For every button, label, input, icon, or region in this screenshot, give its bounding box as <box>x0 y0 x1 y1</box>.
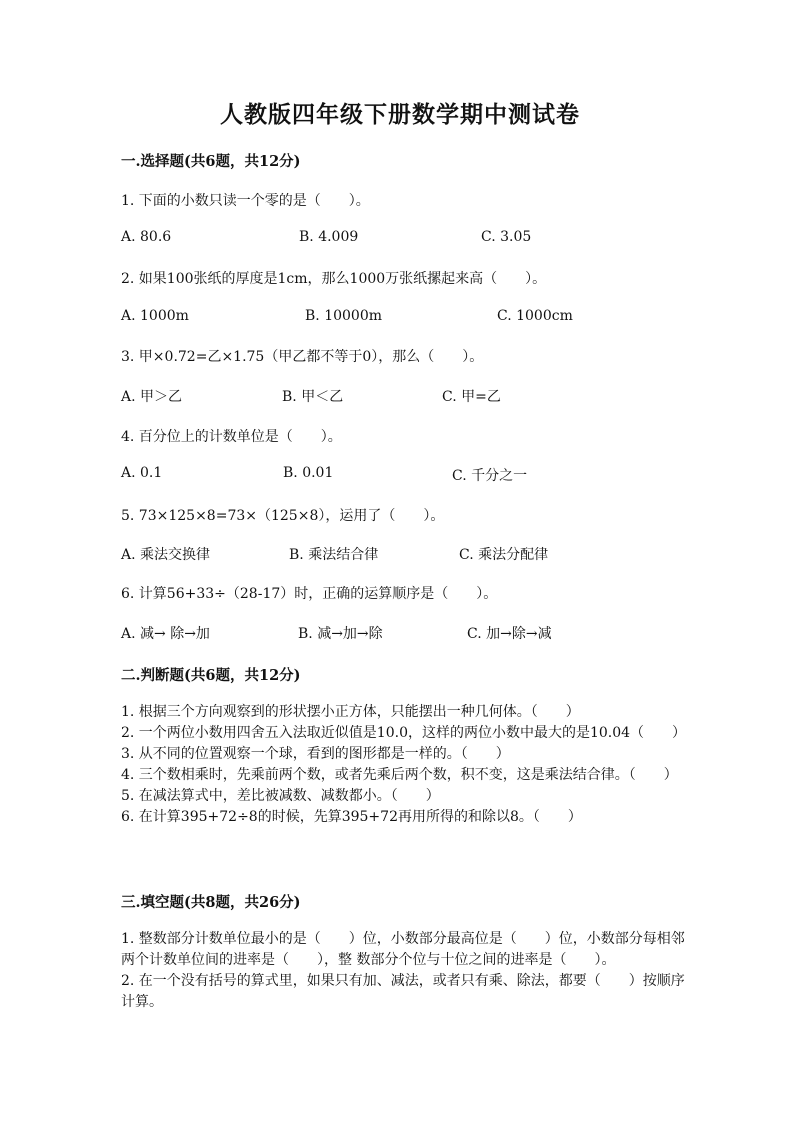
section-heading-fill: 三.填空题(共8题，共26分) <box>121 894 301 911</box>
question-stem: 5. 73×125×8=73×（125×8），运用了（ ）。 <box>121 508 445 524</box>
question-stem: 2. 如果100张纸的厚度是1cm，那么1000万张纸摞起来高（ ）。 <box>121 271 547 287</box>
judge-item: 2. 一个两位小数用四舍五入法取近似值是10.0，这样的两位小数中最大的是10.04（ ） <box>121 725 687 741</box>
question-option: C. 甲=乙 <box>442 389 501 405</box>
question-option: B. 乘法结合律 <box>289 547 379 563</box>
section-heading-judge: 二.判断题(共6题，共12分) <box>121 667 301 684</box>
judge-item: 3. 从不同的位置观察一个球，看到的图形都是一样的。（ ） <box>121 746 510 762</box>
fill-item: 1. 整数部分计数单位最小的是（ ）位，小数部分最高位是（ ）位，小数部分每相邻两个计数单位间的进率是（ ），整 数部分个位与十位之间的进率是（ ）。 <box>121 931 685 968</box>
question-option: B. 甲＜乙 <box>282 389 344 405</box>
page-title: 人教版四年级下册数学期中测试卷 <box>220 101 580 128</box>
question-stem: 6. 计算56+33÷（28-17）时，正确的运算顺序是（ ）。 <box>121 586 498 602</box>
section-heading-choice: 一.选择题(共6题，共12分) <box>121 153 301 170</box>
question-option: B. 10000m <box>305 308 382 324</box>
judge-item: 5. 在减法算式中，差比被减数、减数都小。（ ） <box>121 788 440 804</box>
question-option: A. 甲＞乙 <box>121 389 183 405</box>
judge-list <box>121 702 691 828</box>
question-option: B. 4.009 <box>299 229 359 245</box>
question-option: A. 80.6 <box>121 229 172 245</box>
question-option: A. 0.1 <box>121 465 163 481</box>
judge-item: 6. 在计算395+72÷8的时候，先算395+72再用所得的和除以8。（ ） <box>121 809 582 825</box>
question-option: B. 减→加→除 <box>298 626 383 642</box>
question-option: C. 1000cm <box>497 308 573 324</box>
question-option: C. 乘法分配律 <box>459 547 549 563</box>
question-option: A. 1000m <box>121 308 189 324</box>
question-option: C. 加→除→减 <box>467 626 552 642</box>
question-stem: 3. 甲×0.72=乙×1.75（甲乙都不等于0），那么（ ）。 <box>121 349 484 365</box>
question-option: C. 3.05 <box>481 229 532 245</box>
fill-item: 2. 在一个没有括号的算式里，如果只有加、减法，或者只有乘、除法，都要（ ）按顺序计算。 <box>121 973 685 1010</box>
question-stem: 1. 下面的小数只读一个零的是（ ）。 <box>121 193 370 209</box>
question-option: C. 千分之一 <box>452 468 528 484</box>
judge-item: 1. 根据三个方向观察到的形状摆小正方体，只能摆出一种几何体。（ ） <box>121 704 580 720</box>
fill-list <box>121 929 691 1013</box>
judge-item: 4. 三个数相乘时，先乘前两个数，或者先乘后两个数，积不变，这是乘法结合律。（ ） <box>121 767 678 783</box>
question-option: A. 乘法交换律 <box>121 547 211 563</box>
question-option: A. 减→ 除→加 <box>121 626 210 642</box>
question-stem: 4. 百分位上的计数单位是（ ）。 <box>121 429 342 445</box>
question-option: B. 0.01 <box>283 465 334 481</box>
